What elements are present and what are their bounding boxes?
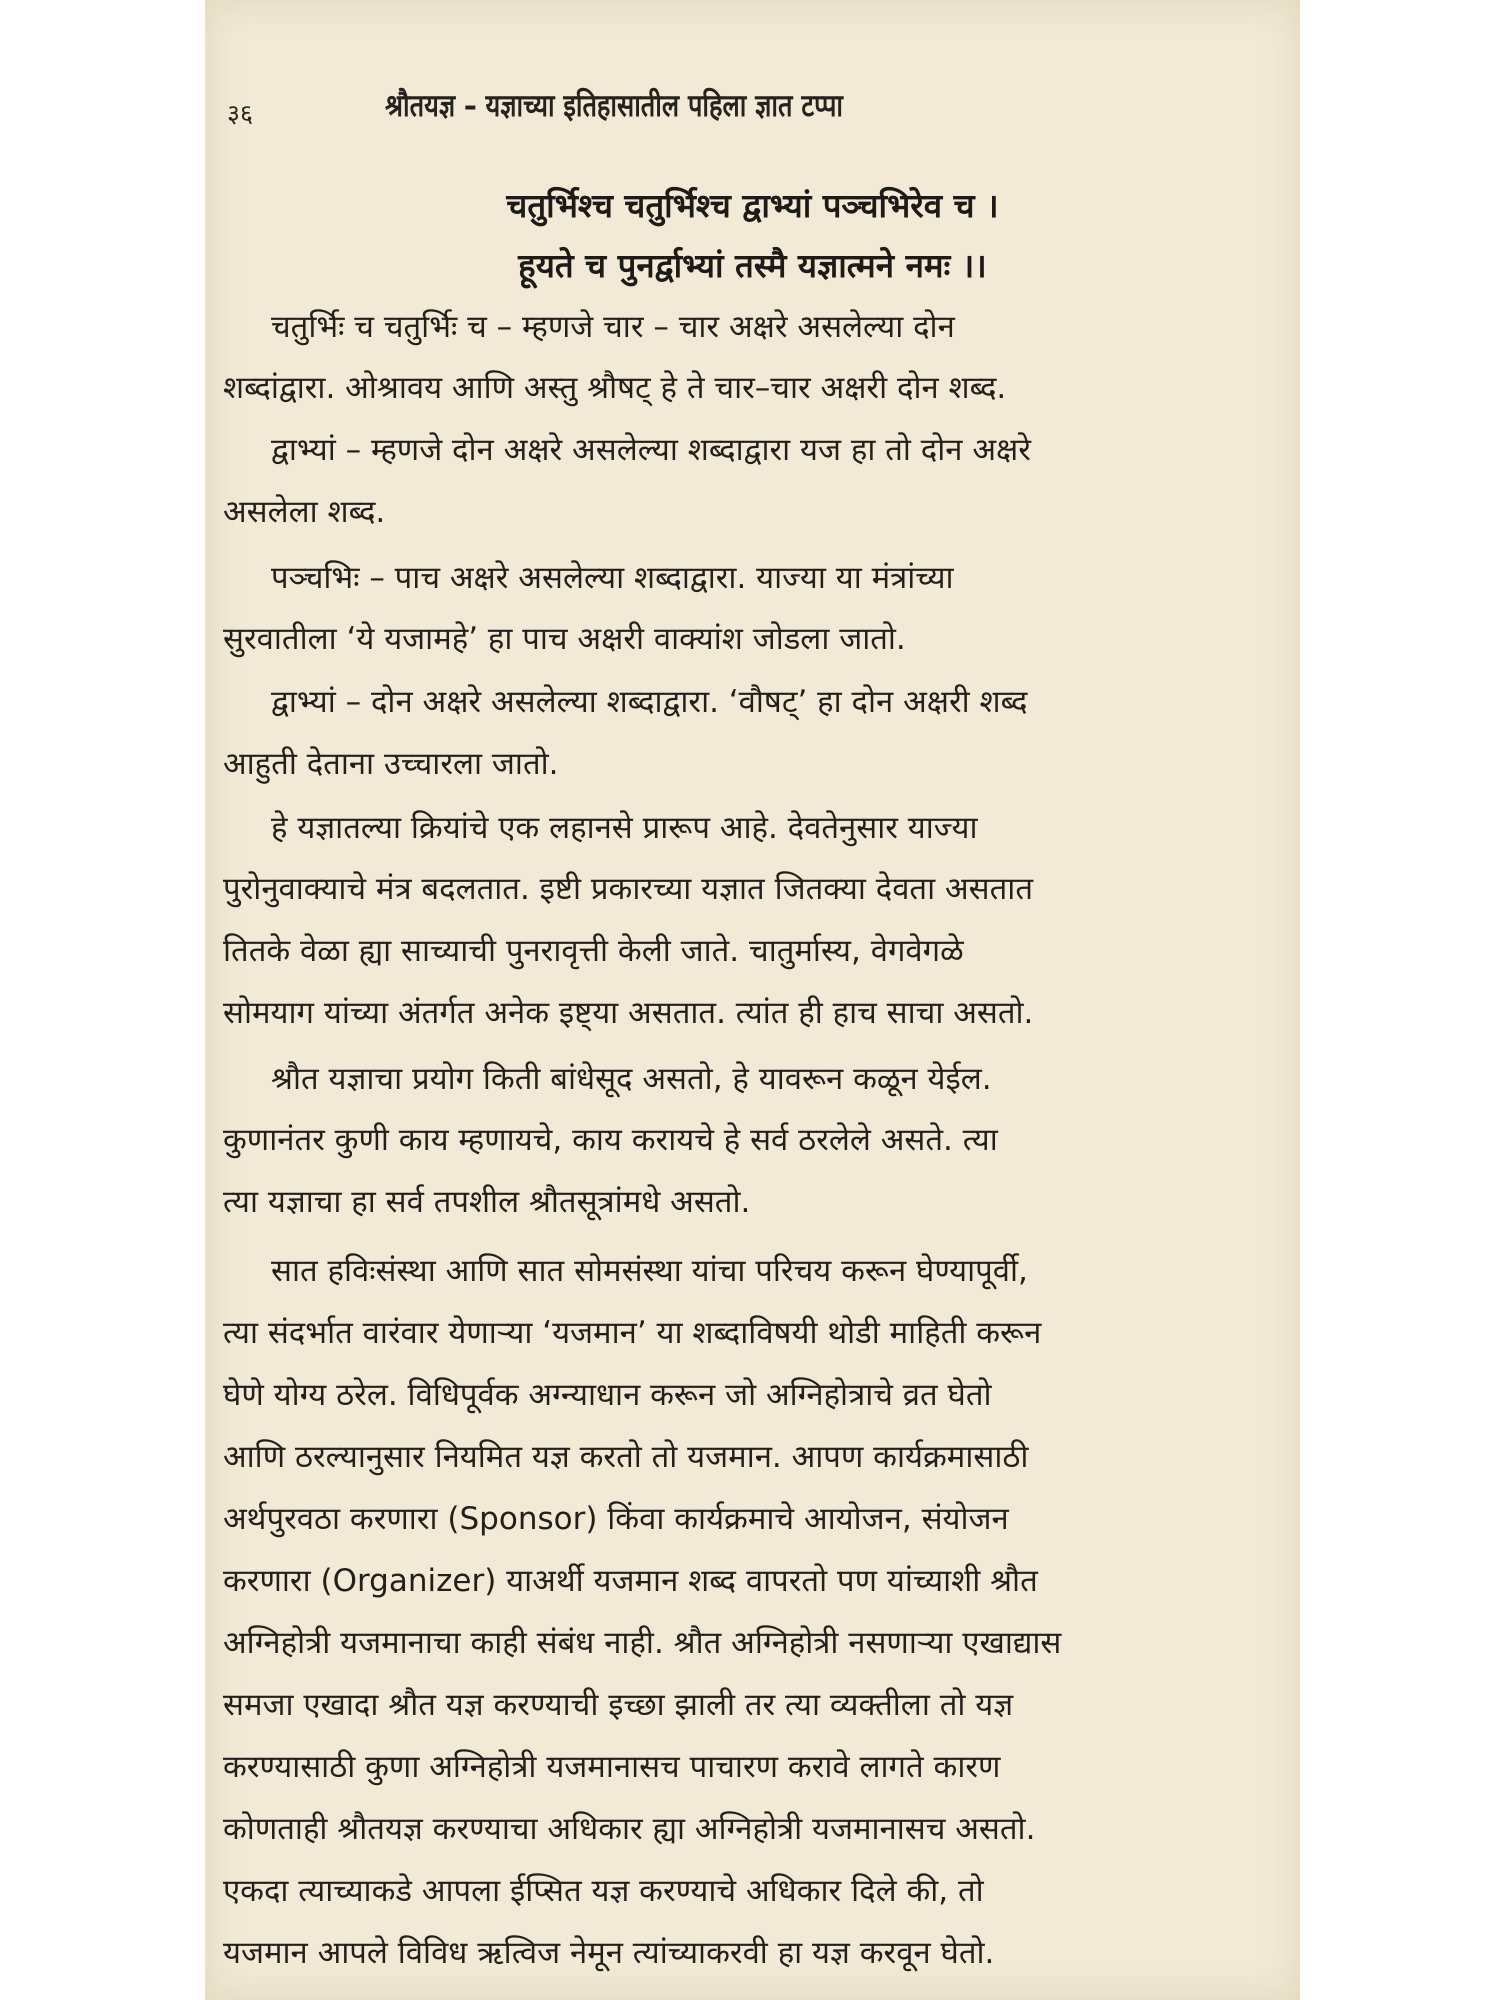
verse-line-2: हूयते च पुनर्द्वाभ्यां तस्मै यज्ञात्मने नमः ।। (518, 246, 987, 285)
body-line: करणारा (Organizer) याअर्थी यजमान शब्द वापरतो पण यांच्याशी श्रौत (223, 1563, 1038, 1599)
page-number: ३६ (227, 99, 254, 128)
body-line: त्या यज्ञाचा हा सर्व तपशील श्रौतसूत्रांमधे असतो. (223, 1184, 751, 1220)
book-page (205, 0, 1300, 2000)
body-line: अग्निहोत्री यजमानाचा काही संबंध नाही. श्रौत अग्निहोत्री नसणाऱ्या एखाद्यास (223, 1625, 1062, 1661)
body-line: आहुती देताना उच्चारला जातो. (223, 746, 559, 782)
body-line: चतुर्भिः च चतुर्भिः च – म्हणजे चार – चार अक्षरे असलेल्या दोन (271, 309, 955, 345)
body-line: सोमयाग यांच्या अंतर्गत अनेक इष्ट्या असतात. त्यांत ही हाच साचा असतो. (223, 995, 1034, 1031)
body-line: श्रौत यज्ञाचा प्रयोग किती बांधेसूद असतो, हे यावरून कळून येईल. (271, 1061, 992, 1097)
body-line: द्वाभ्यां – म्हणजे दोन अक्षरे असलेल्या शब्दाद्वारा यज हा तो दोन अक्षरे (271, 432, 1031, 468)
body-line: अर्थपुरवठा करणारा (Sponsor) किंवा कार्यक्रमाचे आयोजन, संयोजन (223, 1501, 1009, 1537)
body-line: असलेला शब्द. (223, 494, 386, 530)
body-line: पुरोनुवाक्याचे मंत्र बदलतात. इष्टी प्रकारच्या यज्ञात जितक्या देवता असतात (223, 871, 1033, 907)
body-line: तितके वेळा ह्या साच्याची पुनरावृत्ती केली जाते. चातुर्मास्य, वेगवेगळे (223, 933, 964, 969)
body-line: कुणानंतर कुणी काय म्हणायचे, काय करायचे हे सर्व ठरलेले असते. त्या (223, 1122, 998, 1158)
running-title: श्रौतयज्ञ – यज्ञाच्या इतिहासातील पहिला ज्ञात टप्पा (385, 88, 844, 124)
body-line: द्वाभ्यां – दोन अक्षरे असलेल्या शब्दाद्वारा. ‘वौषट्’ हा दोन अक्षरी शब्द (271, 684, 1028, 720)
body-line: आणि ठरल्यानुसार नियमित यज्ञ करतो तो यजमान. आपण कार्यक्रमासाठी (223, 1439, 1029, 1475)
body-line: कोणताही श्रौतयज्ञ करण्याचा अधिकार ह्या अग्निहोत्री यजमानासच असतो. (223, 1811, 1036, 1847)
body-line: घेणे योग्य ठरेल. विधिपूर्वक अग्न्याधान करून जो अग्निहोत्राचे व्रत घेतो (223, 1377, 992, 1413)
body-line: सुरवातीला ‘ये यजामहे’ हा पाच अक्षरी वाक्यांश जोडला जातो. (223, 621, 906, 657)
body-line: हे यज्ञातल्या क्रियांचे एक लहानसे प्रारूप आहे. देवतेनुसार याज्या (271, 810, 978, 846)
page-header (205, 74, 1300, 128)
body-line: पञ्चभिः – पाच अक्षरे असलेल्या शब्दाद्वारा. याज्या या मंत्रांच्या (271, 560, 954, 596)
body-line: त्या संदर्भात वारंवार येणाऱ्या ‘यजमान’ या शब्दाविषयी थोडी माहिती करून (223, 1315, 1042, 1351)
body-line: एकदा त्याच्याकडे आपला ईप्सित यज्ञ करण्याचे अधिकार दिले की, तो (223, 1873, 984, 1909)
verse-line-1: चतुर्भिश्च चतुर्भिश्च द्वाभ्यां पञ्चभिरेव च । (506, 186, 999, 225)
body-line: करण्यासाठी कुणा अग्निहोत्री यजमानासच पाचारण करावे लागते कारण (223, 1749, 1001, 1785)
body-line: सात हविःसंस्था आणि सात सोमसंस्था यांचा परिचय करून घेण्यापूर्वी, (271, 1253, 1028, 1289)
body-line: समजा एखादा श्रौत यज्ञ करण्याची इच्छा झाली तर त्या व्यक्तीला तो यज्ञ (223, 1687, 1014, 1723)
body-line: यजमान आपले विविध ऋत्विज नेमून त्यांच्याकरवी हा यज्ञ करवून घेतो. (223, 1935, 995, 1971)
body-line: शब्दांद्वारा. ओश्रावय आणि अस्तु श्रौषट् हे ते चार–चार अक्षरी दोन शब्द. (223, 370, 1007, 406)
